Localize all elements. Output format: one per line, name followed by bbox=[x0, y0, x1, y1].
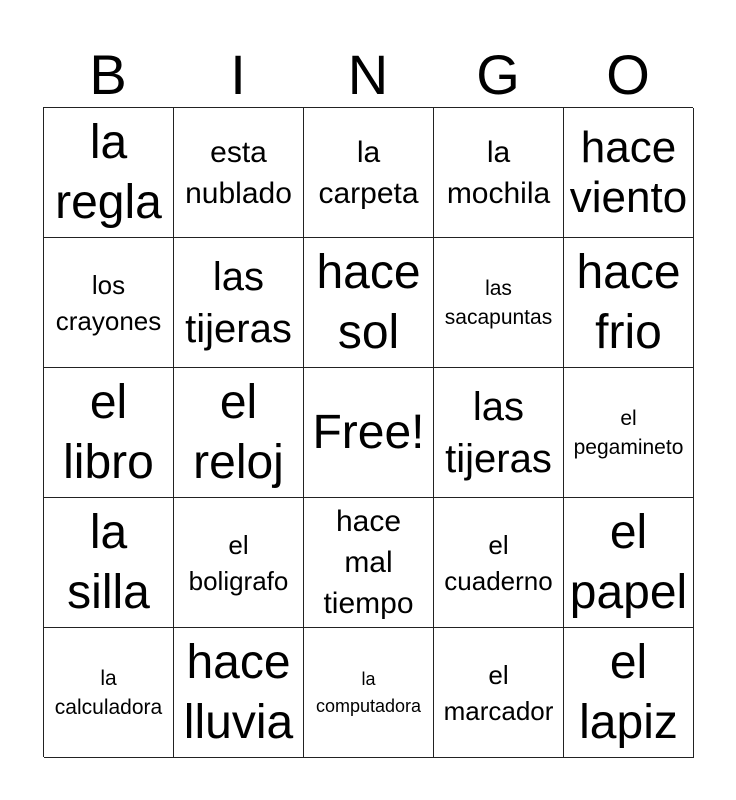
bingo-cell[interactable] bbox=[434, 628, 564, 758]
header-letter-b: B bbox=[89, 43, 127, 106]
cell-text bbox=[576, 243, 680, 363]
cell-line: las bbox=[212, 254, 265, 299]
cell-text bbox=[574, 404, 684, 462]
cell-line: papel bbox=[569, 565, 688, 619]
cell-line: hace bbox=[186, 635, 291, 689]
cell-line: frio bbox=[595, 305, 662, 359]
cell-text bbox=[444, 527, 552, 599]
cell-line: regla bbox=[55, 175, 162, 229]
cell-line: silla bbox=[67, 565, 150, 619]
cell-text bbox=[63, 373, 154, 493]
cell-line: boligrafo bbox=[188, 565, 289, 596]
bingo-cell[interactable] bbox=[44, 498, 174, 628]
bingo-board bbox=[43, 107, 693, 757]
cell-line: crayones bbox=[55, 305, 162, 336]
bingo-cell[interactable] bbox=[434, 108, 564, 238]
cell-text bbox=[185, 132, 292, 214]
cell-text bbox=[570, 123, 687, 223]
bingo-cell[interactable] bbox=[44, 108, 174, 238]
cell-line: el bbox=[219, 375, 258, 429]
cell-line: la bbox=[486, 135, 511, 169]
header-letter-g: G bbox=[476, 43, 520, 106]
cell-line: hace bbox=[580, 122, 677, 172]
cell-line: el bbox=[89, 375, 128, 429]
cell-text bbox=[447, 132, 550, 214]
cell-text bbox=[316, 666, 421, 720]
cell-text bbox=[185, 251, 292, 355]
cell-line: las bbox=[472, 384, 525, 429]
cell-line: cuaderno bbox=[444, 565, 553, 596]
bingo-cell[interactable] bbox=[564, 108, 694, 238]
cell-line: hace bbox=[576, 245, 681, 299]
cell-text bbox=[312, 403, 424, 463]
cell-line: viento bbox=[569, 172, 688, 222]
cell-text bbox=[570, 503, 687, 623]
bingo-cell[interactable] bbox=[434, 498, 564, 628]
bingo-cell[interactable] bbox=[174, 498, 304, 628]
cell-line: el bbox=[609, 505, 648, 559]
cell-line: el bbox=[488, 529, 509, 560]
cell-line: mal bbox=[344, 546, 393, 579]
bingo-cell[interactable] bbox=[174, 628, 304, 758]
cell-text bbox=[189, 527, 289, 599]
cell-line: tijeras bbox=[185, 306, 292, 351]
bingo-cell[interactable] bbox=[174, 238, 304, 368]
cell-line: Free! bbox=[312, 405, 425, 459]
bingo-cell[interactable] bbox=[564, 238, 694, 368]
bingo-cell[interactable] bbox=[304, 108, 434, 238]
cell-line: la bbox=[356, 135, 381, 169]
cell-text bbox=[184, 633, 293, 753]
cell-line: las bbox=[485, 276, 512, 300]
bingo-cell[interactable] bbox=[174, 108, 304, 238]
cell-line: el bbox=[620, 406, 637, 430]
cell-line: lluvia bbox=[183, 695, 294, 749]
bingo-cell[interactable] bbox=[564, 368, 694, 498]
cell-line: calculadora bbox=[54, 695, 163, 719]
cell-line: nublado bbox=[185, 176, 292, 210]
cell-line: la bbox=[89, 505, 128, 559]
cell-line: los bbox=[91, 269, 126, 300]
bingo-cell[interactable] bbox=[304, 238, 434, 368]
cell-text bbox=[193, 373, 284, 493]
cell-text bbox=[444, 657, 554, 729]
bingo-cell[interactable] bbox=[44, 368, 174, 498]
cell-line: el bbox=[228, 529, 249, 560]
cell-line: el bbox=[609, 635, 648, 689]
cell-line: hace bbox=[335, 505, 402, 538]
cell-line: el bbox=[488, 659, 509, 690]
cell-line: mochila bbox=[446, 176, 551, 210]
cell-line: la bbox=[89, 115, 128, 169]
cell-text bbox=[579, 633, 678, 753]
cell-line: sol bbox=[337, 305, 400, 359]
bingo-cell[interactable] bbox=[304, 628, 434, 758]
bingo-cell[interactable] bbox=[44, 238, 174, 368]
bingo-cell[interactable] bbox=[44, 628, 174, 758]
cell-text bbox=[316, 243, 420, 363]
cell-line: la bbox=[100, 666, 117, 690]
cell-line: esta bbox=[210, 135, 267, 169]
cell-text bbox=[445, 381, 552, 485]
cell-text bbox=[318, 132, 418, 214]
header-letter-n: N bbox=[347, 43, 389, 106]
header-letter-o: O bbox=[606, 43, 650, 106]
cell-line: sacapuntas bbox=[444, 305, 553, 329]
bingo-cell[interactable] bbox=[174, 368, 304, 498]
cell-line: tijeras bbox=[445, 436, 552, 481]
cell-text bbox=[55, 113, 162, 233]
cell-line: computadora bbox=[315, 695, 422, 716]
bingo-cell[interactable] bbox=[434, 368, 564, 498]
bingo-cell[interactable] bbox=[434, 238, 564, 368]
cell-line: tiempo bbox=[323, 587, 414, 620]
bingo-cell[interactable] bbox=[564, 498, 694, 628]
cell-line: marcador bbox=[443, 695, 554, 726]
cell-text bbox=[55, 664, 162, 722]
cell-line: pegamineto bbox=[573, 435, 684, 459]
bingo-cell[interactable] bbox=[564, 628, 694, 758]
cell-line: lapiz bbox=[579, 695, 678, 749]
bingo-cell[interactable] bbox=[304, 498, 434, 628]
cell-line: carpeta bbox=[318, 176, 419, 210]
bingo-header bbox=[43, 42, 693, 108]
cell-text bbox=[323, 501, 413, 624]
cell-line: reloj bbox=[193, 435, 284, 489]
cell-text bbox=[56, 267, 162, 339]
header-letter-i: I bbox=[230, 43, 246, 106]
cell-line: libro bbox=[63, 435, 154, 489]
cell-text bbox=[67, 503, 150, 623]
cell-text bbox=[445, 274, 552, 332]
cell-line: hace bbox=[316, 245, 421, 299]
cell-line: la bbox=[361, 668, 376, 689]
bingo-cell[interactable] bbox=[304, 368, 434, 498]
